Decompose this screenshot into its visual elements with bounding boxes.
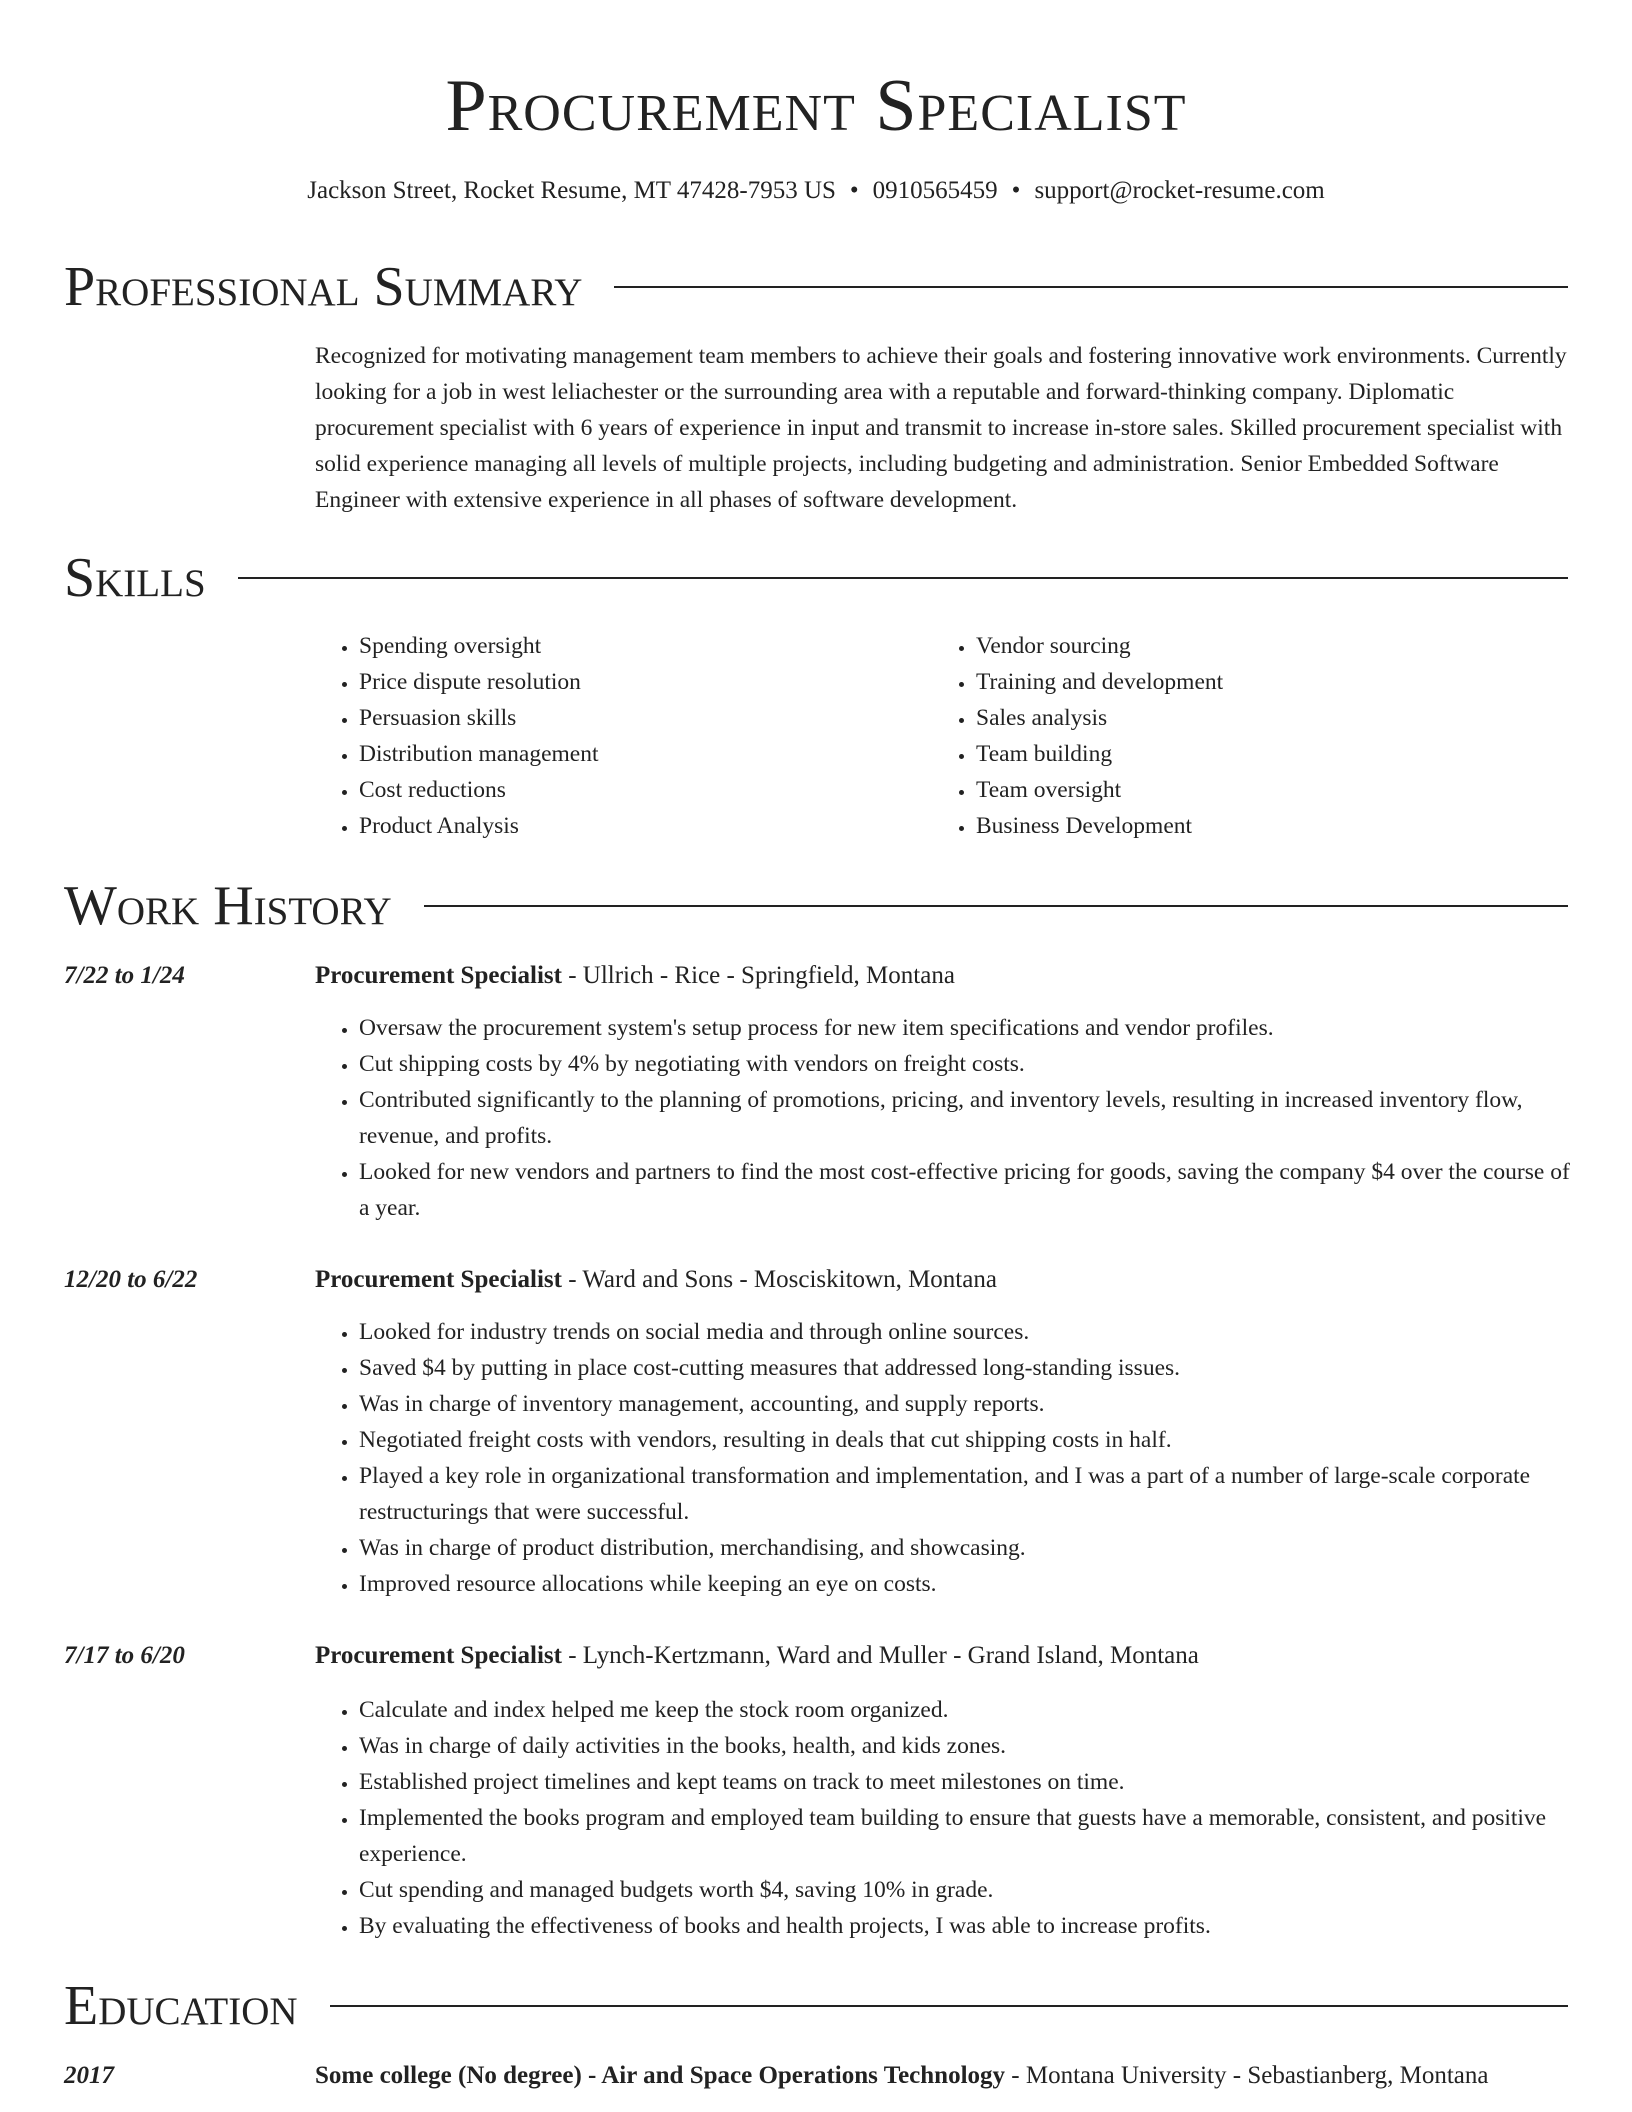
job-dates: 7/17 to 6/20 bbox=[64, 1642, 185, 1669]
section-divider bbox=[614, 286, 1568, 288]
job-bullet: • Contributed significantly to the planning of promotions, pricing, and inventory levels, resulting in increased inventory flow, revenue, and profits. bbox=[359, 1082, 1570, 1154]
job-bullets bbox=[315, 1692, 1570, 1944]
section-title: Work History bbox=[64, 875, 392, 937]
job-bullet: • Implemented the books program and employed team building to ensure that guests have a memorable, consistent, and positive experience. bbox=[359, 1800, 1570, 1872]
summary-section-heading bbox=[64, 255, 1568, 319]
job-bullets bbox=[315, 1010, 1570, 1226]
skill-item: • Team building bbox=[976, 736, 1552, 772]
contact-address: Jackson Street, Rocket Resume, MT 47428-7953 US bbox=[307, 177, 836, 204]
job-bullet: • Established project timelines and kept teams on track to meet milestones on time. bbox=[359, 1764, 1570, 1800]
job-bullet: • Was in charge of inventory management, accounting, and supply reports. bbox=[359, 1386, 1570, 1422]
skill-item: • Cost reductions bbox=[359, 772, 915, 808]
job-bullet: • By evaluating the effectiveness of books and health projects, I was able to increase profits. bbox=[359, 1908, 1570, 1944]
education-heading bbox=[315, 2058, 1570, 2094]
skill-item: • Vendor sourcing bbox=[976, 628, 1552, 664]
job-bullet: • Played a key role in organizational transformation and implementation, and I was a part of a number of large-scale corporate restructurings that were successful. bbox=[359, 1458, 1570, 1530]
job-heading bbox=[315, 1262, 1570, 1298]
job-heading bbox=[315, 1638, 1570, 1674]
education-details: - Montana University - Sebastianberg, Montana bbox=[1005, 2062, 1489, 2089]
contact-separator: • bbox=[1011, 177, 1021, 204]
skills-column-right bbox=[932, 628, 1552, 844]
job-details: - Ullrich - Rice - Springfield, Montana bbox=[561, 962, 955, 989]
section-divider bbox=[424, 905, 1568, 907]
section-title: Education bbox=[64, 1975, 298, 2037]
skill-item: • Sales analysis bbox=[976, 700, 1552, 736]
contact-separator: • bbox=[849, 177, 859, 204]
job-bullet: • Negotiated freight costs with vendors, resulting in deals that cut shipping costs in half. bbox=[359, 1422, 1570, 1458]
job-bullets bbox=[315, 1314, 1570, 1602]
job-heading bbox=[315, 958, 1570, 994]
candidate-name: Procurement Specialist bbox=[445, 65, 1187, 147]
skill-item: • Persuasion skills bbox=[359, 700, 915, 736]
section-divider bbox=[238, 577, 1568, 579]
job-bullet: • Oversaw the procurement system's setup process for new item specifications and vendor profiles. bbox=[359, 1010, 1570, 1046]
skills-section-heading bbox=[64, 546, 1568, 610]
education-degree: Some college (No degree) - Air and Space Operations Technology bbox=[315, 2062, 1006, 2089]
contact-email[interactable]: support@rocket-resume.com bbox=[1034, 177, 1325, 204]
job-dates: 7/22 to 1/24 bbox=[64, 962, 185, 989]
job-bullet: • Calculate and index helped me keep the stock room organized. bbox=[359, 1692, 1570, 1728]
job-role: Procurement Specialist bbox=[315, 962, 562, 989]
contact-phone: 0910565459 bbox=[872, 177, 998, 204]
skill-item: • Product Analysis bbox=[359, 808, 915, 844]
job-details: - Lynch-Kertzmann, Ward and Muller - Grand Island, Montana bbox=[561, 1642, 1199, 1669]
job-bullet: • Saved $4 by putting in place cost-cutting measures that addressed long-standing issues. bbox=[359, 1350, 1570, 1386]
skill-item: • Distribution management bbox=[359, 736, 915, 772]
education-section-heading bbox=[64, 1974, 1568, 2038]
job-bullet: • Cut spending and managed budgets worth $4, saving 10% in grade. bbox=[359, 1872, 1570, 1908]
job-bullet: • Cut shipping costs by 4% by negotiating with vendors on freight costs. bbox=[359, 1046, 1570, 1082]
skill-item: • Team oversight bbox=[976, 772, 1552, 808]
job-bullet: • Was in charge of product distribution, merchandising, and showcasing. bbox=[359, 1530, 1570, 1566]
work-section-heading bbox=[64, 874, 1568, 938]
job-bullet: • Improved resource allocations while keeping an eye on costs. bbox=[359, 1566, 1570, 1602]
job-role: Procurement Specialist bbox=[315, 1266, 562, 1293]
job-details: - Ward and Sons - Mosciskitown, Montana bbox=[561, 1266, 997, 1293]
summary-text: Recognized for motivating management team members to achieve their goals and fostering innovative work environments. Currently looking for a job in west leliachester or the surrounding area with a reputable and forward-thinking company. Diplomatic procurement specialist with 6 years of experience in input and transmit to increase in-store sales. Skilled procurement specialist with solid experience managing all levels of multiple projects, including budgeting and administration. Senior Embedded Software Engineer with extensive experience in all phases of software development. bbox=[315, 343, 1567, 513]
job-bullet: • Looked for new vendors and partners to find the most cost-effective pricing for goods, saving the company $4 over the course of a year. bbox=[359, 1154, 1570, 1226]
job-dates: 12/20 to 6/22 bbox=[64, 1266, 198, 1293]
skill-item: • Training and development bbox=[976, 664, 1552, 700]
section-divider bbox=[330, 2005, 1568, 2007]
skill-item: • Spending oversight bbox=[359, 628, 915, 664]
job-bullet: • Was in charge of daily activities in the books, health, and kids zones. bbox=[359, 1728, 1570, 1764]
contact-line bbox=[0, 174, 1632, 208]
skill-item: • Business Development bbox=[976, 808, 1552, 844]
job-role: Procurement Specialist bbox=[315, 1642, 562, 1669]
education-year: 2017 bbox=[64, 2062, 114, 2089]
job-bullet: • Looked for industry trends on social media and through online sources. bbox=[359, 1314, 1570, 1350]
skill-item: • Price dispute resolution bbox=[359, 664, 915, 700]
skills-column-left bbox=[315, 628, 915, 844]
section-title: Professional Summary bbox=[64, 256, 583, 318]
section-title: Skills bbox=[64, 547, 206, 609]
